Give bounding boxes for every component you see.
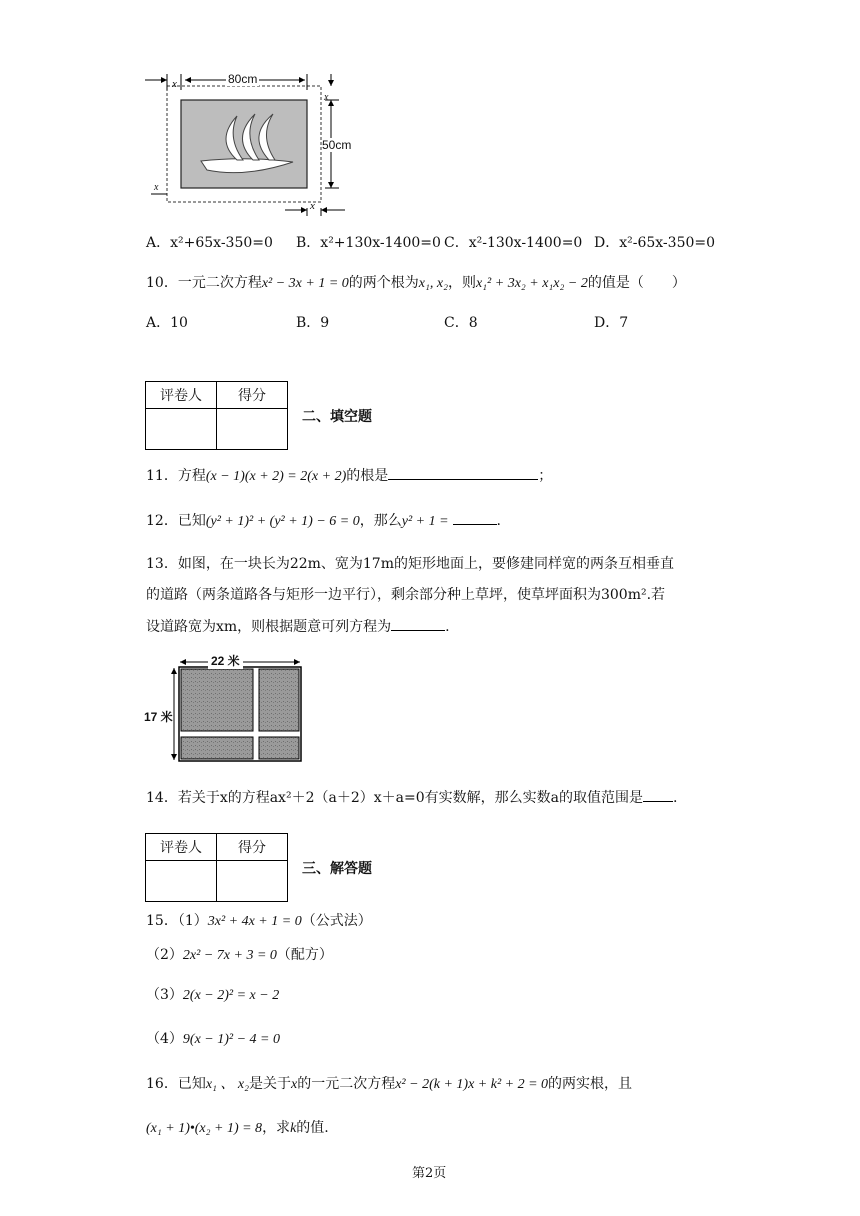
- q13-line-2: 的道路（两条道路各与矩形一边平行），剩余部分种上草坪，使草坪面积为300m².若: [146, 587, 666, 603]
- q15-item-1: 15．（1）3x² + 4x + 1 = 0（公式法）: [146, 913, 372, 929]
- score-table-grader-header: 评卷人: [146, 834, 217, 861]
- page-number: 第2页: [412, 1166, 447, 1181]
- q15-item-2: （2）2x² − 7x + 3 = 0（配方）: [146, 947, 333, 963]
- q9-option-a[interactable]: A．x²+65x-350=0: [146, 235, 273, 251]
- q12-stem: 12．已知(y² + 1)² + (y² + 1) − 6 = 0，那么y² + 1 = .: [146, 510, 501, 530]
- frame-x-label-right: x: [324, 92, 329, 103]
- frame-x-label-left: x: [154, 182, 159, 193]
- q10-option-b[interactable]: B．9: [296, 315, 330, 331]
- q10-option-a[interactable]: A．10: [146, 315, 188, 331]
- score-table-grader-header: 评卷人: [146, 382, 217, 409]
- q13-line-3: 设道路宽为xm，则根据题意可列方程为 .: [146, 616, 450, 636]
- q9-option-b[interactable]: B．x²+130x-1400=0: [296, 235, 441, 251]
- q9-option-c[interactable]: C．x²-130x-1400=0: [444, 235, 583, 251]
- q14-stem: 14．若关于x的方程ax²＋2（a＋2）x＋a=0有实数解，那么实数a的取值范围是 .: [146, 787, 677, 807]
- q15-item-3: （3）2(x − 2)² = x − 2: [146, 987, 280, 1003]
- frame-height-label: 50cm: [322, 138, 352, 152]
- q15-item-4: （4）9(x − 1)² − 4 = 0: [146, 1031, 280, 1047]
- score-table-section2: [145, 381, 288, 450]
- q11-stem: 11．方程(x − 1)(x + 2) = 2(x + 2)的根是 ；: [146, 465, 552, 485]
- q12-answer-blank[interactable]: [453, 510, 497, 525]
- q13-line-1: 13．如图，在一块长为22m、宽为17m的矩形地面上，要修建同样宽的两条互相垂直: [146, 556, 674, 572]
- lawn-width-label: 22 米: [208, 652, 243, 669]
- score-table-section3: [145, 833, 288, 902]
- q16-line-2: (x₁ + 1)•(x₂ + 1) = 8，求k的值.: [146, 1120, 329, 1136]
- q10-option-d[interactable]: D．7: [594, 315, 629, 331]
- q10-option-c[interactable]: C．8: [444, 315, 478, 331]
- score-table-score-header: 得分: [217, 382, 288, 409]
- score-table-grader-cell: [146, 409, 217, 450]
- frame-x-label-bottom: x: [310, 200, 315, 212]
- q13-answer-blank[interactable]: [391, 616, 445, 631]
- score-table-grader-cell: [146, 861, 217, 902]
- score-table-score-cell: [217, 861, 288, 902]
- q14-answer-blank[interactable]: [643, 787, 673, 802]
- q16-line-1: 16．已知x₁ 、 x₂是关于x的一元二次方程x² − 2(k + 1)x + k² + 2 = 0的两实根，且: [146, 1076, 633, 1092]
- q10-stem: 10．一元二次方程x² − 3x + 1 = 0的两个根为x₁, x₂，则x₁² + 3x₂ + x₁x₂ − 2的值是（ ）: [146, 275, 686, 291]
- section3-title: 三、解答题: [302, 861, 372, 877]
- q11-answer-blank[interactable]: [388, 465, 538, 480]
- frame-width-label: 80cm: [228, 72, 258, 86]
- lawn-height-label: 17 米: [144, 710, 173, 724]
- q9-option-d[interactable]: D．x²-65x-350=0: [594, 235, 716, 251]
- frame-x-label-top: x: [172, 78, 177, 90]
- score-table-score-header: 得分: [217, 834, 288, 861]
- section2-title: 二、填空题: [302, 409, 372, 425]
- score-table-score-cell: [217, 409, 288, 450]
